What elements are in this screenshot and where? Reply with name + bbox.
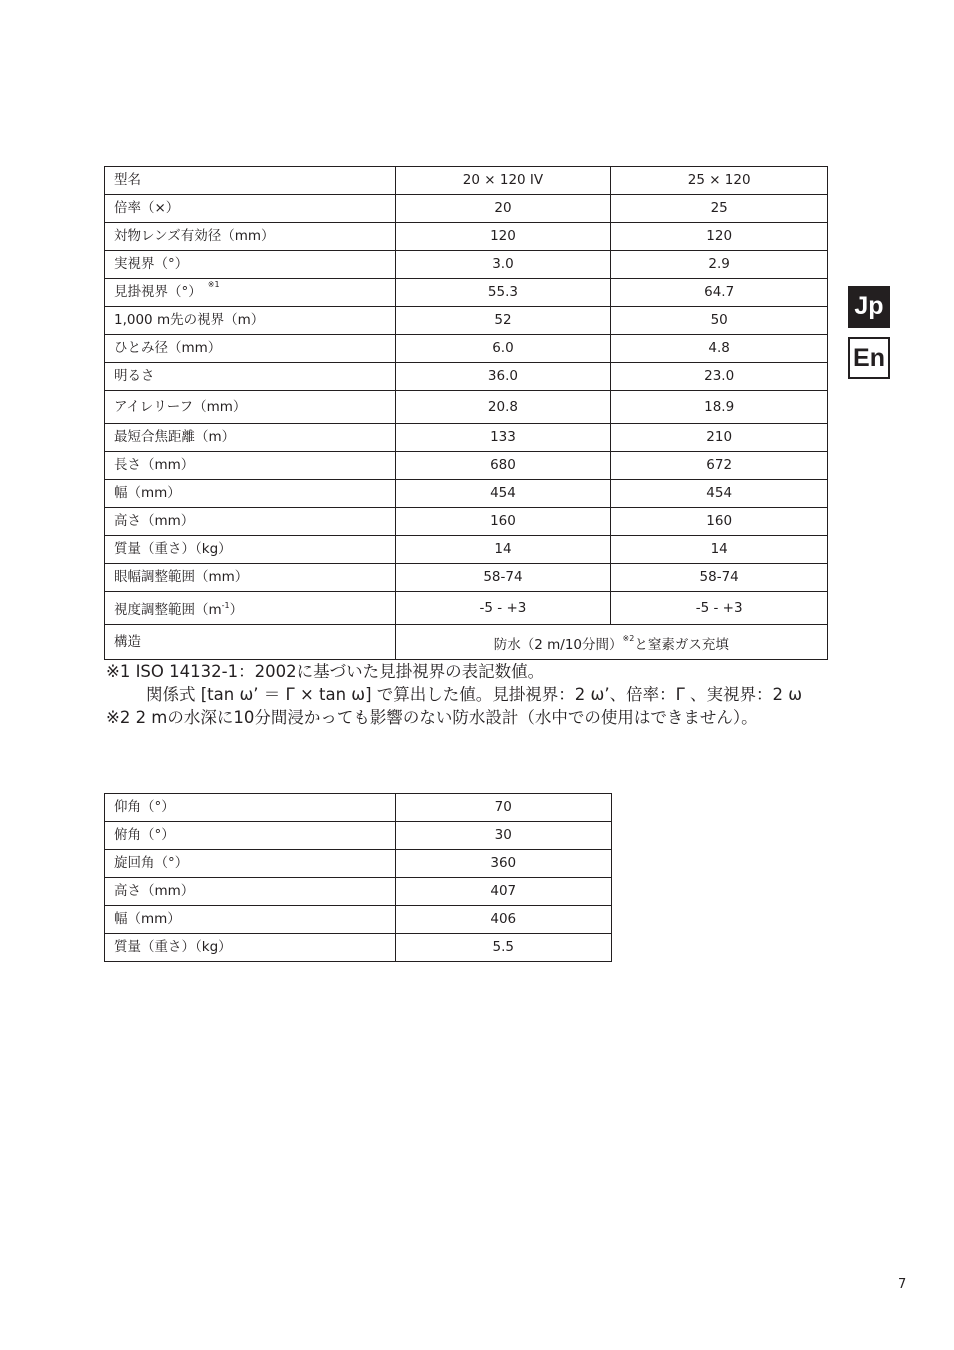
mount-table bbox=[104, 793, 612, 962]
cell-20x120: 680 bbox=[395, 452, 611, 480]
footnote-1: ※1 ISO 14132-1：2002に基づいた見掛視界の表記数値。 bbox=[106, 662, 545, 681]
cell-20x120: 52 bbox=[395, 307, 611, 335]
cell-25x120: -5 - +3 bbox=[611, 592, 828, 625]
cell-20x120: 454 bbox=[395, 480, 611, 508]
cell-25x120: 25 bbox=[611, 195, 828, 223]
cell-20x120: 55.3 bbox=[395, 279, 611, 307]
row-value: 30 bbox=[395, 822, 611, 850]
cell-20x120: 58-74 bbox=[395, 564, 611, 592]
cell-20x120: 120 bbox=[395, 223, 611, 251]
row-label bbox=[105, 279, 396, 307]
row-label: 眼幅調整範囲（mm） bbox=[105, 564, 396, 592]
cell-20x120: 20.8 bbox=[395, 391, 611, 424]
row-label: 高さ（mm） bbox=[105, 508, 396, 536]
footnote-1-formula: 関係式 [tan ω’ ＝ Γ × tan ω] で算出した値。見掛視界：2 ω’、倍率：Γ 、実視界：2 ω bbox=[146, 685, 803, 704]
row-label: 対物レンズ有効径（mm） bbox=[105, 223, 396, 251]
table-row bbox=[105, 480, 828, 508]
row-label: 旋回角（°） bbox=[105, 850, 396, 878]
table-row bbox=[105, 363, 828, 391]
cell-20x120: 36.0 bbox=[395, 363, 611, 391]
row-label bbox=[105, 592, 396, 625]
cell-20x120: 20 × 120 IV bbox=[395, 167, 611, 195]
table-row bbox=[105, 906, 612, 934]
table-row bbox=[105, 822, 612, 850]
table-row bbox=[105, 167, 828, 195]
row-label: アイレリーフ（mm） bbox=[105, 391, 396, 424]
cell-20x120: 6.0 bbox=[395, 335, 611, 363]
row-label-text: 見掛視界（°） bbox=[114, 284, 202, 300]
cell-20x120: 133 bbox=[395, 424, 611, 452]
row-label: 仰角（°） bbox=[105, 794, 396, 822]
row-label: 明るさ bbox=[105, 363, 396, 391]
cell-25x120: 14 bbox=[611, 536, 828, 564]
row-label: 幅（mm） bbox=[105, 480, 396, 508]
row-label: 倍率（×） bbox=[105, 195, 396, 223]
table-row bbox=[105, 424, 828, 452]
table-row bbox=[105, 335, 828, 363]
cell-25x120: 25 × 120 bbox=[611, 167, 828, 195]
language-tab-jp[interactable]: Jp bbox=[848, 286, 890, 328]
table-row bbox=[105, 850, 612, 878]
cell-25x120: 2.9 bbox=[611, 251, 828, 279]
row-label-end: ） bbox=[229, 602, 244, 618]
cell-20x120: 160 bbox=[395, 508, 611, 536]
cell-20x120: 14 bbox=[395, 536, 611, 564]
row-label: 最短合焦距離（m） bbox=[105, 424, 396, 452]
footnote-2: ※2 2 mの水深に10分間浸かっても影響のない防水設計（水中での使用はできません）。 bbox=[106, 708, 758, 727]
structure-text: 防水（2 m/10分間） bbox=[493, 637, 623, 653]
footnote-marker: ※1 bbox=[207, 280, 220, 289]
table-row bbox=[105, 452, 828, 480]
exponent: -1 bbox=[221, 601, 230, 610]
table-row bbox=[105, 934, 612, 962]
structure-text-end: と窒素ガス充填 bbox=[634, 637, 729, 653]
language-tab-en[interactable]: En bbox=[848, 337, 890, 379]
cell-25x120: 64.7 bbox=[611, 279, 828, 307]
row-label: 型名 bbox=[105, 167, 396, 195]
row-label: 長さ（mm） bbox=[105, 452, 396, 480]
table-row bbox=[105, 251, 828, 279]
table-row bbox=[105, 878, 612, 906]
table-row bbox=[105, 307, 828, 335]
row-value: 70 bbox=[395, 794, 611, 822]
table-row bbox=[105, 508, 828, 536]
table-row bbox=[105, 564, 828, 592]
cell-25x120: 672 bbox=[611, 452, 828, 480]
table-row bbox=[105, 391, 828, 424]
row-value: 407 bbox=[395, 878, 611, 906]
row-label: 実視界（°） bbox=[105, 251, 396, 279]
row-label: 1,000 m先の視界（m） bbox=[105, 307, 396, 335]
table-row bbox=[105, 592, 828, 625]
cell-20x120: -5 - +3 bbox=[395, 592, 611, 625]
footnote-marker: ※2 bbox=[622, 634, 635, 643]
row-label: 構造 bbox=[105, 625, 396, 660]
cell-25x120: 4.8 bbox=[611, 335, 828, 363]
spec-table bbox=[104, 166, 828, 660]
row-label: 幅（mm） bbox=[105, 906, 396, 934]
cell-25x120: 18.9 bbox=[611, 391, 828, 424]
cell-25x120: 23.0 bbox=[611, 363, 828, 391]
cell-25x120: 120 bbox=[611, 223, 828, 251]
page-number: 7 bbox=[898, 1277, 907, 1292]
cell-20x120: 20 bbox=[395, 195, 611, 223]
cell-25x120: 454 bbox=[611, 480, 828, 508]
row-label: ひとみ径（mm） bbox=[105, 335, 396, 363]
table-row bbox=[105, 223, 828, 251]
row-label: 高さ（mm） bbox=[105, 878, 396, 906]
table-row bbox=[105, 625, 828, 660]
row-label: 質量（重さ）（kg） bbox=[105, 934, 396, 962]
row-label: 俯角（°） bbox=[105, 822, 396, 850]
cell-20x120: 3.0 bbox=[395, 251, 611, 279]
row-label-text: 視度調整範囲（m bbox=[114, 602, 222, 618]
footnotes bbox=[106, 660, 802, 729]
table-row bbox=[105, 794, 612, 822]
row-value: 360 bbox=[395, 850, 611, 878]
table-row bbox=[105, 536, 828, 564]
structure-cell bbox=[395, 625, 827, 660]
table-row bbox=[105, 195, 828, 223]
table-row bbox=[105, 279, 828, 307]
row-value: 406 bbox=[395, 906, 611, 934]
cell-25x120: 160 bbox=[611, 508, 828, 536]
row-label: 質量（重さ）（kg） bbox=[105, 536, 396, 564]
cell-25x120: 210 bbox=[611, 424, 828, 452]
cell-25x120: 50 bbox=[611, 307, 828, 335]
row-value: 5.5 bbox=[395, 934, 611, 962]
cell-25x120: 58-74 bbox=[611, 564, 828, 592]
